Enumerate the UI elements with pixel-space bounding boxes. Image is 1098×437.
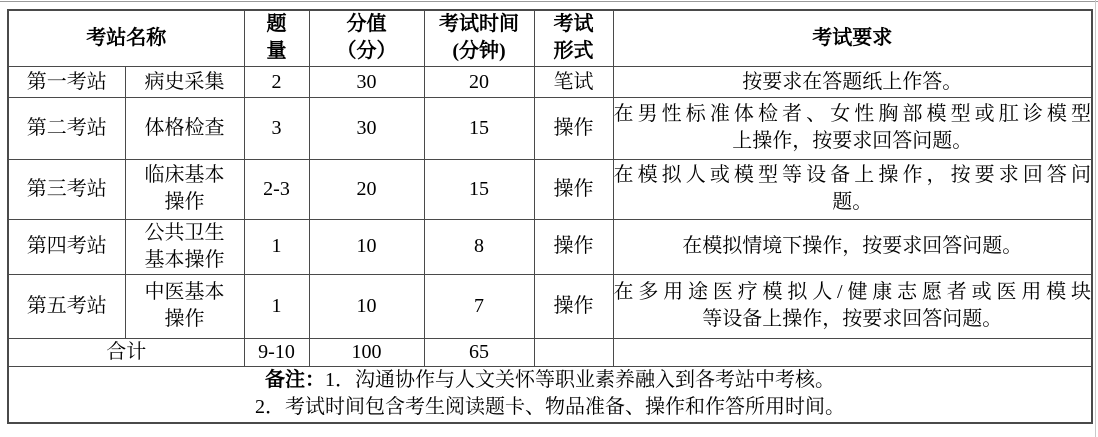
header-exam-requirements-label: 考试要求	[812, 26, 893, 49]
header-exam-format	[534, 10, 613, 66]
total-question-count-cell: 9-10	[244, 338, 309, 366]
exam-time-cell: 15	[424, 97, 534, 159]
page-edge-rule	[1095, 0, 1096, 437]
score-cell: 30	[309, 97, 424, 159]
station-cell: 第五考站	[8, 274, 125, 338]
header-exam-time	[424, 10, 534, 66]
header-question-count	[244, 10, 309, 66]
table-row-station-4	[8, 219, 1092, 274]
question-count-cell: 2	[244, 66, 309, 97]
note-1-text: 1．沟通协作与人文关怀等职业素养融入到各考站中考核。	[325, 369, 835, 392]
exam-requirement-cell	[613, 274, 1092, 338]
requirement-line: 按要求在答题纸上作答。	[742, 70, 963, 93]
header-exam-time-line: 考试时间	[439, 13, 519, 36]
exam-requirement-cell	[613, 97, 1092, 159]
station-name-line: 操作	[164, 191, 205, 213]
score-cell: 30	[309, 66, 424, 97]
station-name-line: 操作	[164, 308, 205, 330]
header-question-count-line: 量	[266, 40, 287, 63]
station-name-cell	[125, 159, 244, 219]
station-cell: 第一考站	[8, 66, 125, 97]
header-score-line: 分值	[346, 13, 387, 36]
station-name-line: 中医基本	[144, 281, 225, 303]
exam-requirement-cell	[613, 66, 1092, 97]
note-line-1	[9, 367, 1091, 394]
total-requirement-cell	[613, 338, 1092, 366]
header-exam-format-line: 考试	[553, 13, 594, 36]
header-question-count-line: 题	[266, 13, 287, 36]
station-name-line: 体格检查	[144, 116, 225, 139]
total-score-cell: 100	[309, 338, 424, 366]
requirement-line: 在男性标准体检者、女性胸部模型或肛诊模型	[613, 103, 1091, 125]
header-exam-format-line: 形式	[553, 40, 594, 63]
station-name-line: 临床基本	[144, 164, 225, 186]
header-score	[309, 10, 424, 66]
exam-stations-table	[7, 9, 1093, 424]
note-line-2: 2．考试时间包含考生阅读题卡、物品准备、操作和作答所用时间。	[255, 396, 845, 419]
notes-label: 备注：	[265, 369, 325, 392]
table-row-station-3	[8, 159, 1092, 219]
total-row	[8, 338, 1092, 366]
station-name-cell	[125, 274, 244, 338]
table-row-station-1	[8, 66, 1092, 97]
notes-row	[8, 366, 1092, 423]
exam-requirement-cell	[613, 219, 1092, 274]
header-station-name-label: 考站名称	[86, 26, 167, 49]
exam-format-cell: 操作	[534, 159, 613, 219]
requirement-line: 题。	[832, 191, 873, 213]
score-cell: 10	[309, 219, 424, 274]
station-cell: 第二考站	[8, 97, 125, 159]
header-row	[8, 10, 1092, 66]
question-count-cell: 1	[244, 274, 309, 338]
exam-requirement-cell	[613, 159, 1092, 219]
header-exam-requirements	[613, 10, 1092, 66]
station-cell: 第三考站	[8, 159, 125, 219]
score-cell: 10	[309, 274, 424, 338]
exam-format-cell: 笔试	[534, 66, 613, 97]
station-name-line: 基本操作	[144, 248, 225, 271]
question-count-cell: 2-3	[244, 159, 309, 219]
total-exam-time-cell: 65	[424, 338, 534, 366]
requirement-line: 等设备上操作，按要求回答问题。	[702, 308, 1003, 330]
exam-time-cell: 20	[424, 66, 534, 97]
total-exam-format-cell	[534, 338, 613, 366]
station-cell: 第四考站	[8, 219, 125, 274]
exam-format-cell: 操作	[534, 97, 613, 159]
exam-time-cell: 15	[424, 159, 534, 219]
station-name-line: 公共卫生	[144, 221, 225, 244]
exam-format-cell: 操作	[534, 274, 613, 338]
station-name-line: 病史采集	[144, 70, 225, 93]
station-name-cell	[125, 219, 244, 274]
top-horizontal-rule	[0, 1, 1098, 2]
table-row-station-5	[8, 274, 1092, 338]
requirement-line: 在多用途医疗模拟人/健康志愿者或医用模块	[613, 281, 1091, 303]
question-count-cell: 3	[244, 97, 309, 159]
exam-format-cell: 操作	[534, 219, 613, 274]
exam-time-cell: 7	[424, 274, 534, 338]
total-label-cell: 合计	[8, 338, 244, 366]
header-score-line: （分）	[336, 40, 397, 63]
exam-time-cell: 8	[424, 219, 534, 274]
station-name-cell	[125, 97, 244, 159]
requirement-line: 在模拟情境下操作，按要求回答问题。	[682, 235, 1023, 257]
question-count-cell: 1	[244, 219, 309, 274]
score-cell: 20	[309, 159, 424, 219]
notes-cell	[8, 366, 1092, 423]
requirement-line: 在模拟人或模型等设备上操作，按要求回答问	[613, 164, 1091, 186]
header-station-name	[8, 10, 244, 66]
header-exam-time-line: (分钟)	[452, 40, 506, 63]
station-name-cell	[125, 66, 244, 97]
requirement-line: 上操作，按要求回答问题。	[732, 130, 973, 152]
table-row-station-2	[8, 97, 1092, 159]
